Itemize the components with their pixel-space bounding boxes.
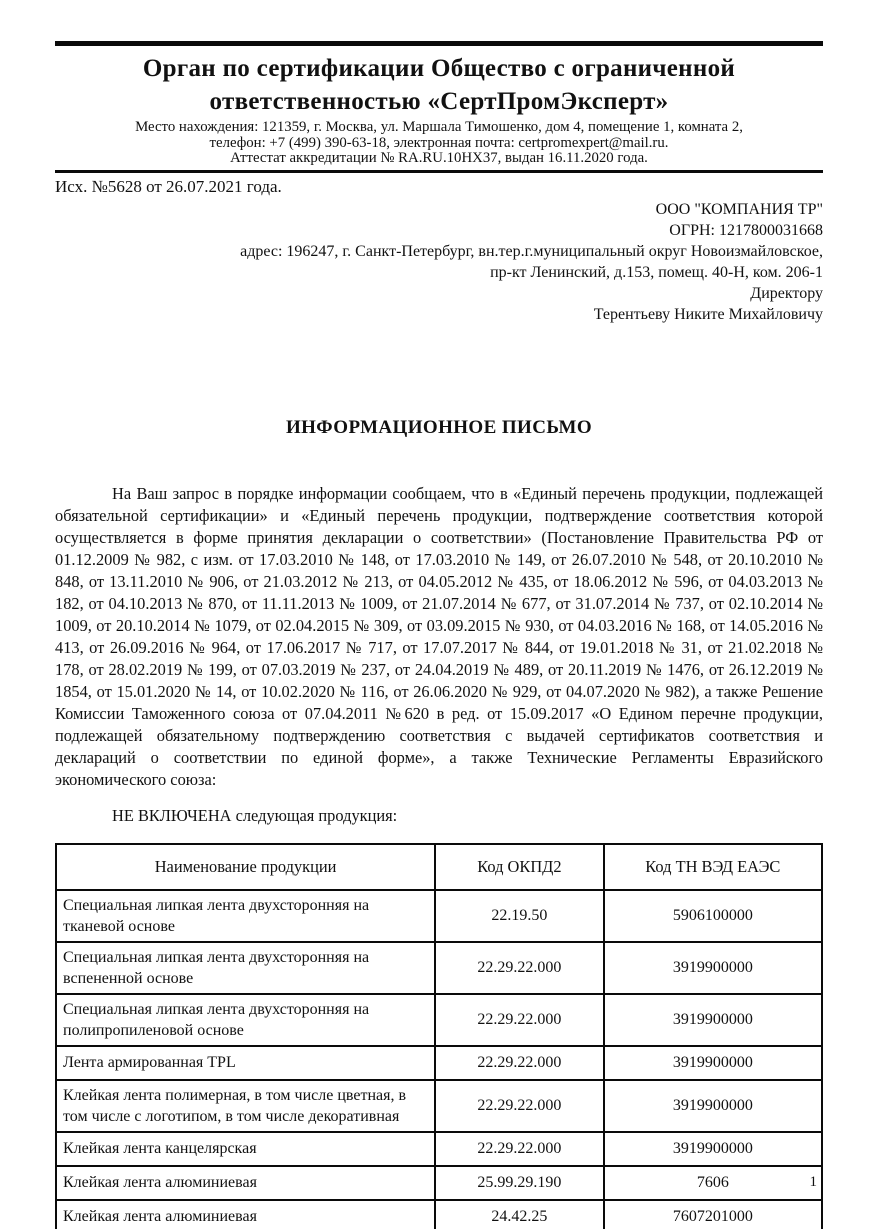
table-row bbox=[56, 890, 822, 942]
tnved-code-cell: 3919900000 bbox=[604, 1080, 822, 1132]
org-contact-line: телефон: +7 (499) 390-63-18, электронная почта: certpromexpert@mail.ru. bbox=[209, 134, 669, 151]
table-row bbox=[56, 1166, 822, 1200]
table-row bbox=[56, 942, 822, 994]
product-name-cell: Клейкая лента алюминиевая bbox=[56, 1200, 435, 1229]
product-name-cell: Клейкая лента канцелярская bbox=[56, 1132, 435, 1166]
tnved-code-cell: 3919900000 bbox=[604, 994, 822, 1046]
product-name-cell: Клейкая лента полимерная, в том числе цветная, в том числе с логотипом, в том числе декоративная bbox=[56, 1080, 435, 1132]
recipient-address-line2: пр-кт Ленинский, д.153, помещ. 40-Н, ком. 206-1 bbox=[490, 263, 823, 281]
recipient-address-line1: адрес: 196247, г. Санкт-Петербург, вн.тер.г.муниципальный округ Новоизмайловское, bbox=[240, 242, 823, 260]
recipient-person: Терентьеву Никите Михайловичу bbox=[593, 305, 823, 323]
body-paragraph: На Ваш запрос в порядке информации сообщаем, что в «Единый перечень продукции, подлежащей обязательной сертификации» и «Единый перечень продукции, подтверждение соответствия которой осуществляется в форме принятия декларации о соответствии» (Постановление Правительства РФ от 01.12.2009 № 982, с изм. от 17.03.2010 № 148, от 17.03.2010 № 149, от 26.07.2010 № 548, от 20.10.2010 № 848, от 13.11.2010 № 906, от 21.03.2012 № 213, от 04.05.2012 № 435, от 18.06.2012 № 596, от 04.03.2013 № 182, от 04.10.2013 № 870, от 11.11.2013 № 1009, от 21.07.2014 № 677, от 31.07.2014 № 737, от 02.10.2014 № 1009, от 20.10.2014 № 1079, от 02.04.2015 № 309, от 03.09.2015 № 930, от 04.03.2016 № 168, от 14.05.2016 № 413, от 26.09.2016 № 964, от 17.06.2017 № 717, от 17.07.2017 № 844, от 19.01.2018 № 31, от 21.02.2018 № 178, от 28.02.2019 № 199, от 07.03.2019 № 237, от 24.04.2019 № 489, от 20.11.2019 № 1476, от 26.12.2019 № 1854, от 15.01.2020 № 14, от 10.02.2020 № 116, от 26.06.2020 № 929, от 04.07.2020 № 982), а также Решение Комиссии Таможенного союза от 07.04.2011 №620 в ред. от 15.09.2017 «О Едином перечне продукции, подлежащей обязательному подтверждению соответствия с выдачей сертификатов соответствия и деклараций о соответствии по единой форме», а также Технические Регламенты Евразийского экономического союза: bbox=[55, 483, 823, 789]
okpd2-code-cell: 22.29.22.000 bbox=[435, 1046, 604, 1080]
product-name-cell: Специальная липкая лента двухсторонняя на вспененной основе bbox=[56, 942, 435, 994]
product-name-cell: Лента армированная TPL bbox=[56, 1046, 435, 1080]
okpd2-code-cell: 24.42.25 bbox=[435, 1200, 604, 1229]
letterhead-bottom-rule bbox=[55, 170, 823, 173]
okpd2-code-cell: 22.29.22.000 bbox=[435, 1080, 604, 1132]
org-contacts bbox=[55, 120, 823, 167]
product-name-cell: Специальная липкая лента двухсторонняя на тканевой основе bbox=[56, 890, 435, 942]
recipient-block bbox=[55, 199, 823, 325]
document-title: ИНФОРМАЦИОННОЕ ПИСЬМО bbox=[285, 416, 593, 438]
table-row bbox=[56, 1046, 822, 1080]
table-row bbox=[56, 994, 822, 1046]
page-number: 1 bbox=[809, 1174, 817, 1190]
org-title bbox=[55, 52, 823, 118]
org-accreditation-line: Аттестат аккредитации № RA.RU.10HX37, выдан 16.11.2020 года. bbox=[230, 150, 648, 167]
tnved-code-cell: 7607201000 bbox=[604, 1200, 822, 1229]
tnved-code-cell: 3919900000 bbox=[604, 942, 822, 994]
tnved-code-cell: 3919900000 bbox=[604, 1046, 822, 1080]
product-table-body bbox=[56, 890, 822, 1229]
tnved-code-cell: 3919900000 bbox=[604, 1132, 822, 1166]
outgoing-reference: Исх. №5628 от 26.07.2021 года. bbox=[55, 176, 282, 196]
okpd2-code-cell: 22.29.22.000 bbox=[435, 1132, 604, 1166]
table-row bbox=[56, 1200, 822, 1229]
table-header-row bbox=[56, 844, 822, 890]
table-row bbox=[56, 1132, 822, 1166]
column-header-tnved: Код ТН ВЭД ЕАЭС bbox=[604, 844, 822, 890]
okpd2-code-cell: 22.19.50 bbox=[435, 890, 604, 942]
column-header-product-name: Наименование продукции bbox=[56, 844, 435, 890]
recipient-company: ООО "КОМПАНИЯ ТР" bbox=[655, 200, 823, 218]
product-name-cell: Специальная липкая лента двухсторонняя на полипропиленовой основе bbox=[56, 994, 435, 1046]
column-header-okpd2: Код ОКПД2 bbox=[435, 844, 604, 890]
recipient-position: Директору bbox=[750, 284, 823, 302]
letterhead-top-rule bbox=[55, 41, 823, 46]
org-title-line1: Орган по сертификации Общество с ограниченной bbox=[142, 55, 736, 82]
okpd2-code-cell: 22.29.22.000 bbox=[435, 942, 604, 994]
tnved-code-cell: 7606 bbox=[604, 1166, 822, 1200]
okpd2-code-cell: 25.99.29.190 bbox=[435, 1166, 604, 1200]
product-name-cell: Клейкая лента алюминиевая bbox=[56, 1166, 435, 1200]
org-title-line2: ответственностью «СертПромЭксперт» bbox=[209, 88, 669, 115]
product-table bbox=[55, 843, 823, 1229]
recipient-ogrn: ОГРН: 1217800031668 bbox=[669, 221, 823, 239]
tnved-code-cell: 5906100000 bbox=[604, 890, 822, 942]
not-included-heading: НЕ ВКЛЮЧЕНА следующая продукция: bbox=[112, 805, 398, 825]
table-row bbox=[56, 1080, 822, 1132]
okpd2-code-cell: 22.29.22.000 bbox=[435, 994, 604, 1046]
org-address-line: Место нахождения: 121359, г. Москва, ул. Маршала Тимошенко, дом 4, помещение 1, комната 2, bbox=[135, 119, 743, 135]
